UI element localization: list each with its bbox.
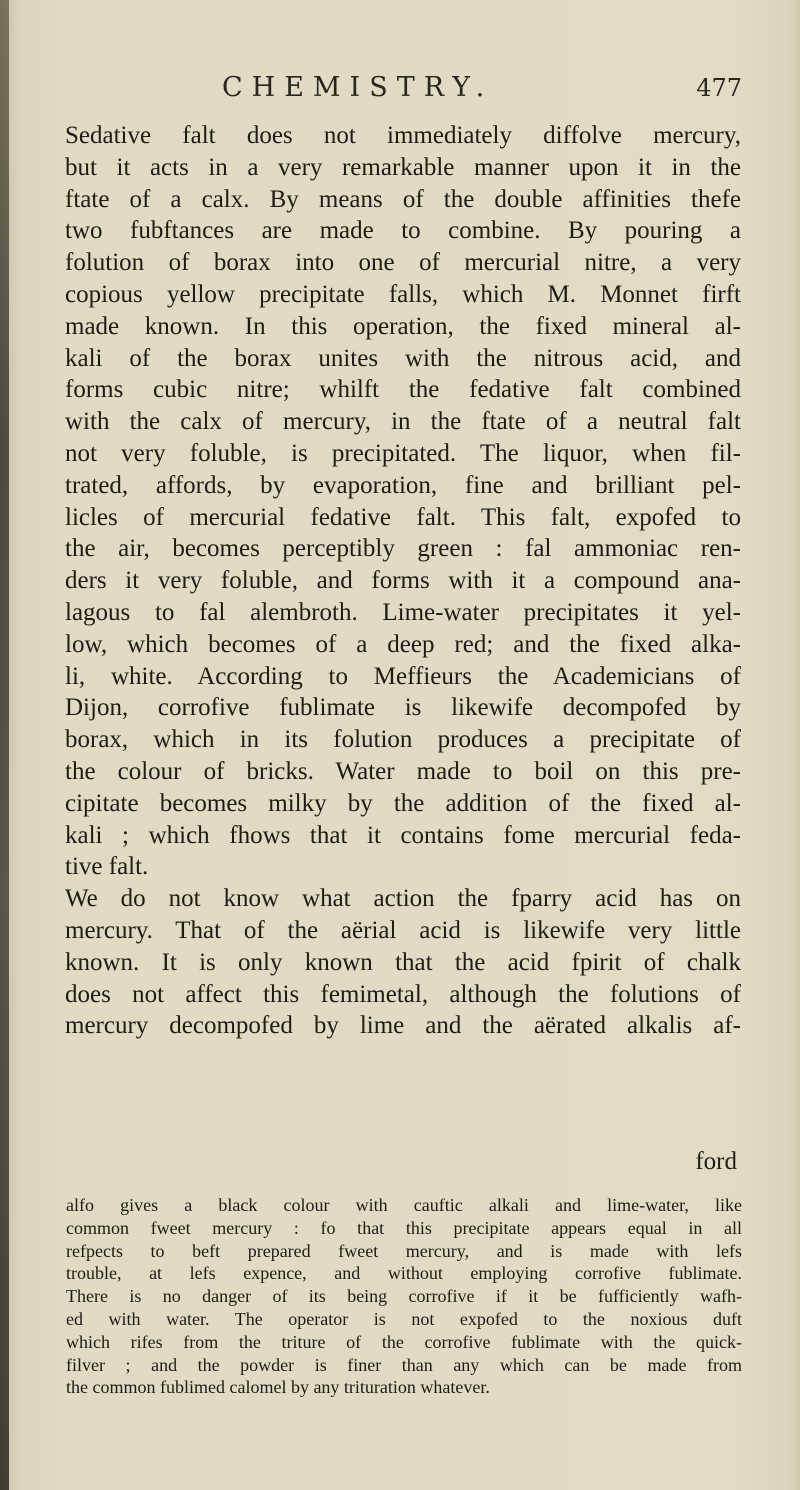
text-line: two fubftances are made to combine. By pouring a (65, 217, 741, 245)
text-line: mercury. That of the aërial acid is likewife very little (65, 916, 741, 944)
footnote-line: common fweet mercury : fo that this precipitate appears equal in all (66, 1217, 742, 1238)
footnote-line: ed with water. The operator is not expofed to the noxious duft (66, 1308, 742, 1329)
text-line: li, white. According to Meffieurs the Academicians of (65, 662, 741, 690)
text-line: tive falt. (65, 853, 149, 881)
footnote-line: filver ; and the powder is finer than any which can be made from (66, 1354, 742, 1375)
footnote (66, 1194, 742, 1399)
text-line: folution of borax into one of mercurial nitre, a very (65, 249, 741, 277)
paragraph-sparry-acid (65, 883, 741, 1042)
text-line: cipitate becomes milky by the addition of the fixed al- (65, 789, 741, 817)
text-line: trated, affords, by evaporation, fine and brilliant pel- (65, 471, 741, 499)
footnote-line: which rifes from the triture of the corrofive fublimate with the quick- (66, 1331, 742, 1352)
page-number: 477 (696, 74, 742, 102)
footnote-line: refpects to beft prepared fweet mercury, and is made with lefs (66, 1240, 742, 1261)
footnote-line: There is no danger of its being corrofive if it be fufficiently wafh- (66, 1286, 742, 1307)
text-line: licles of mercurial fedative falt. This falt, expofed to (65, 503, 741, 531)
text-line: made known. In this operation, the fixed mineral al- (65, 312, 741, 340)
text-line: We do not know what action the fparry acid has on (65, 885, 741, 913)
text-line: Dijon, corrofive fublimate is likewife decompofed by (65, 694, 741, 722)
text-line: kali of the borax unites with the nitrous acid, and (65, 344, 741, 372)
text-line: does not affect this femimetal, although the folutions of (65, 980, 741, 1008)
footnote-line: alfo gives a black colour with cauftic alkali and lime-water, like (66, 1195, 742, 1215)
text-line: known. It is only known that the acid fpirit of chalk (65, 948, 741, 976)
text-line: forms cubic nitre; whilft the fedative falt combined (65, 376, 741, 404)
text-line: Sedative falt does not immediately diffolve mercury, (65, 122, 741, 149)
text-line: kali ; which fhows that it contains fome mercurial feda- (65, 821, 741, 849)
text-line: copious yellow precipitate falls, which M. Monnet firft (65, 280, 741, 308)
running-head: CHEMISTRY. (222, 72, 494, 103)
text-line: the colour of bricks. Water made to boil on this pre- (65, 757, 741, 785)
text-line: ftate of a calx. By means of the double affinities thefe (65, 185, 741, 213)
text-line: but it acts in a very remarkable manner upon it in the (65, 153, 741, 181)
paragraph-sedative-salt (65, 120, 741, 883)
text-line: the air, becomes perceptibly green : fal ammoniac ren- (65, 535, 741, 563)
text-line: borax, which in its folution produces a precipitate of (65, 726, 741, 754)
text-line: ders it very foluble, and forms with it a compound ana- (65, 567, 741, 595)
page-header (222, 72, 742, 112)
text-line: not very foluble, is precipitated. The liquor, when fil- (65, 439, 741, 467)
footnote-line: trouble, at lefs expence, and without employing corrofive fublimate. (66, 1263, 742, 1284)
text-line: mercury decompofed by lime and the aërated alkalis af- (65, 1012, 741, 1040)
catchword: ford (695, 1148, 737, 1175)
text-line: low, which becomes of a deep red; and the fixed alka- (65, 630, 741, 658)
footnote-line: the common fublimed calomel by any trituration whatever. (66, 1377, 490, 1398)
text-line: lagous to fal alembroth. Lime-water precipitates it yel- (65, 598, 741, 626)
text-line: with the calx of mercury, in the ftate of a neutral falt (65, 408, 741, 436)
main-text (65, 120, 741, 1042)
